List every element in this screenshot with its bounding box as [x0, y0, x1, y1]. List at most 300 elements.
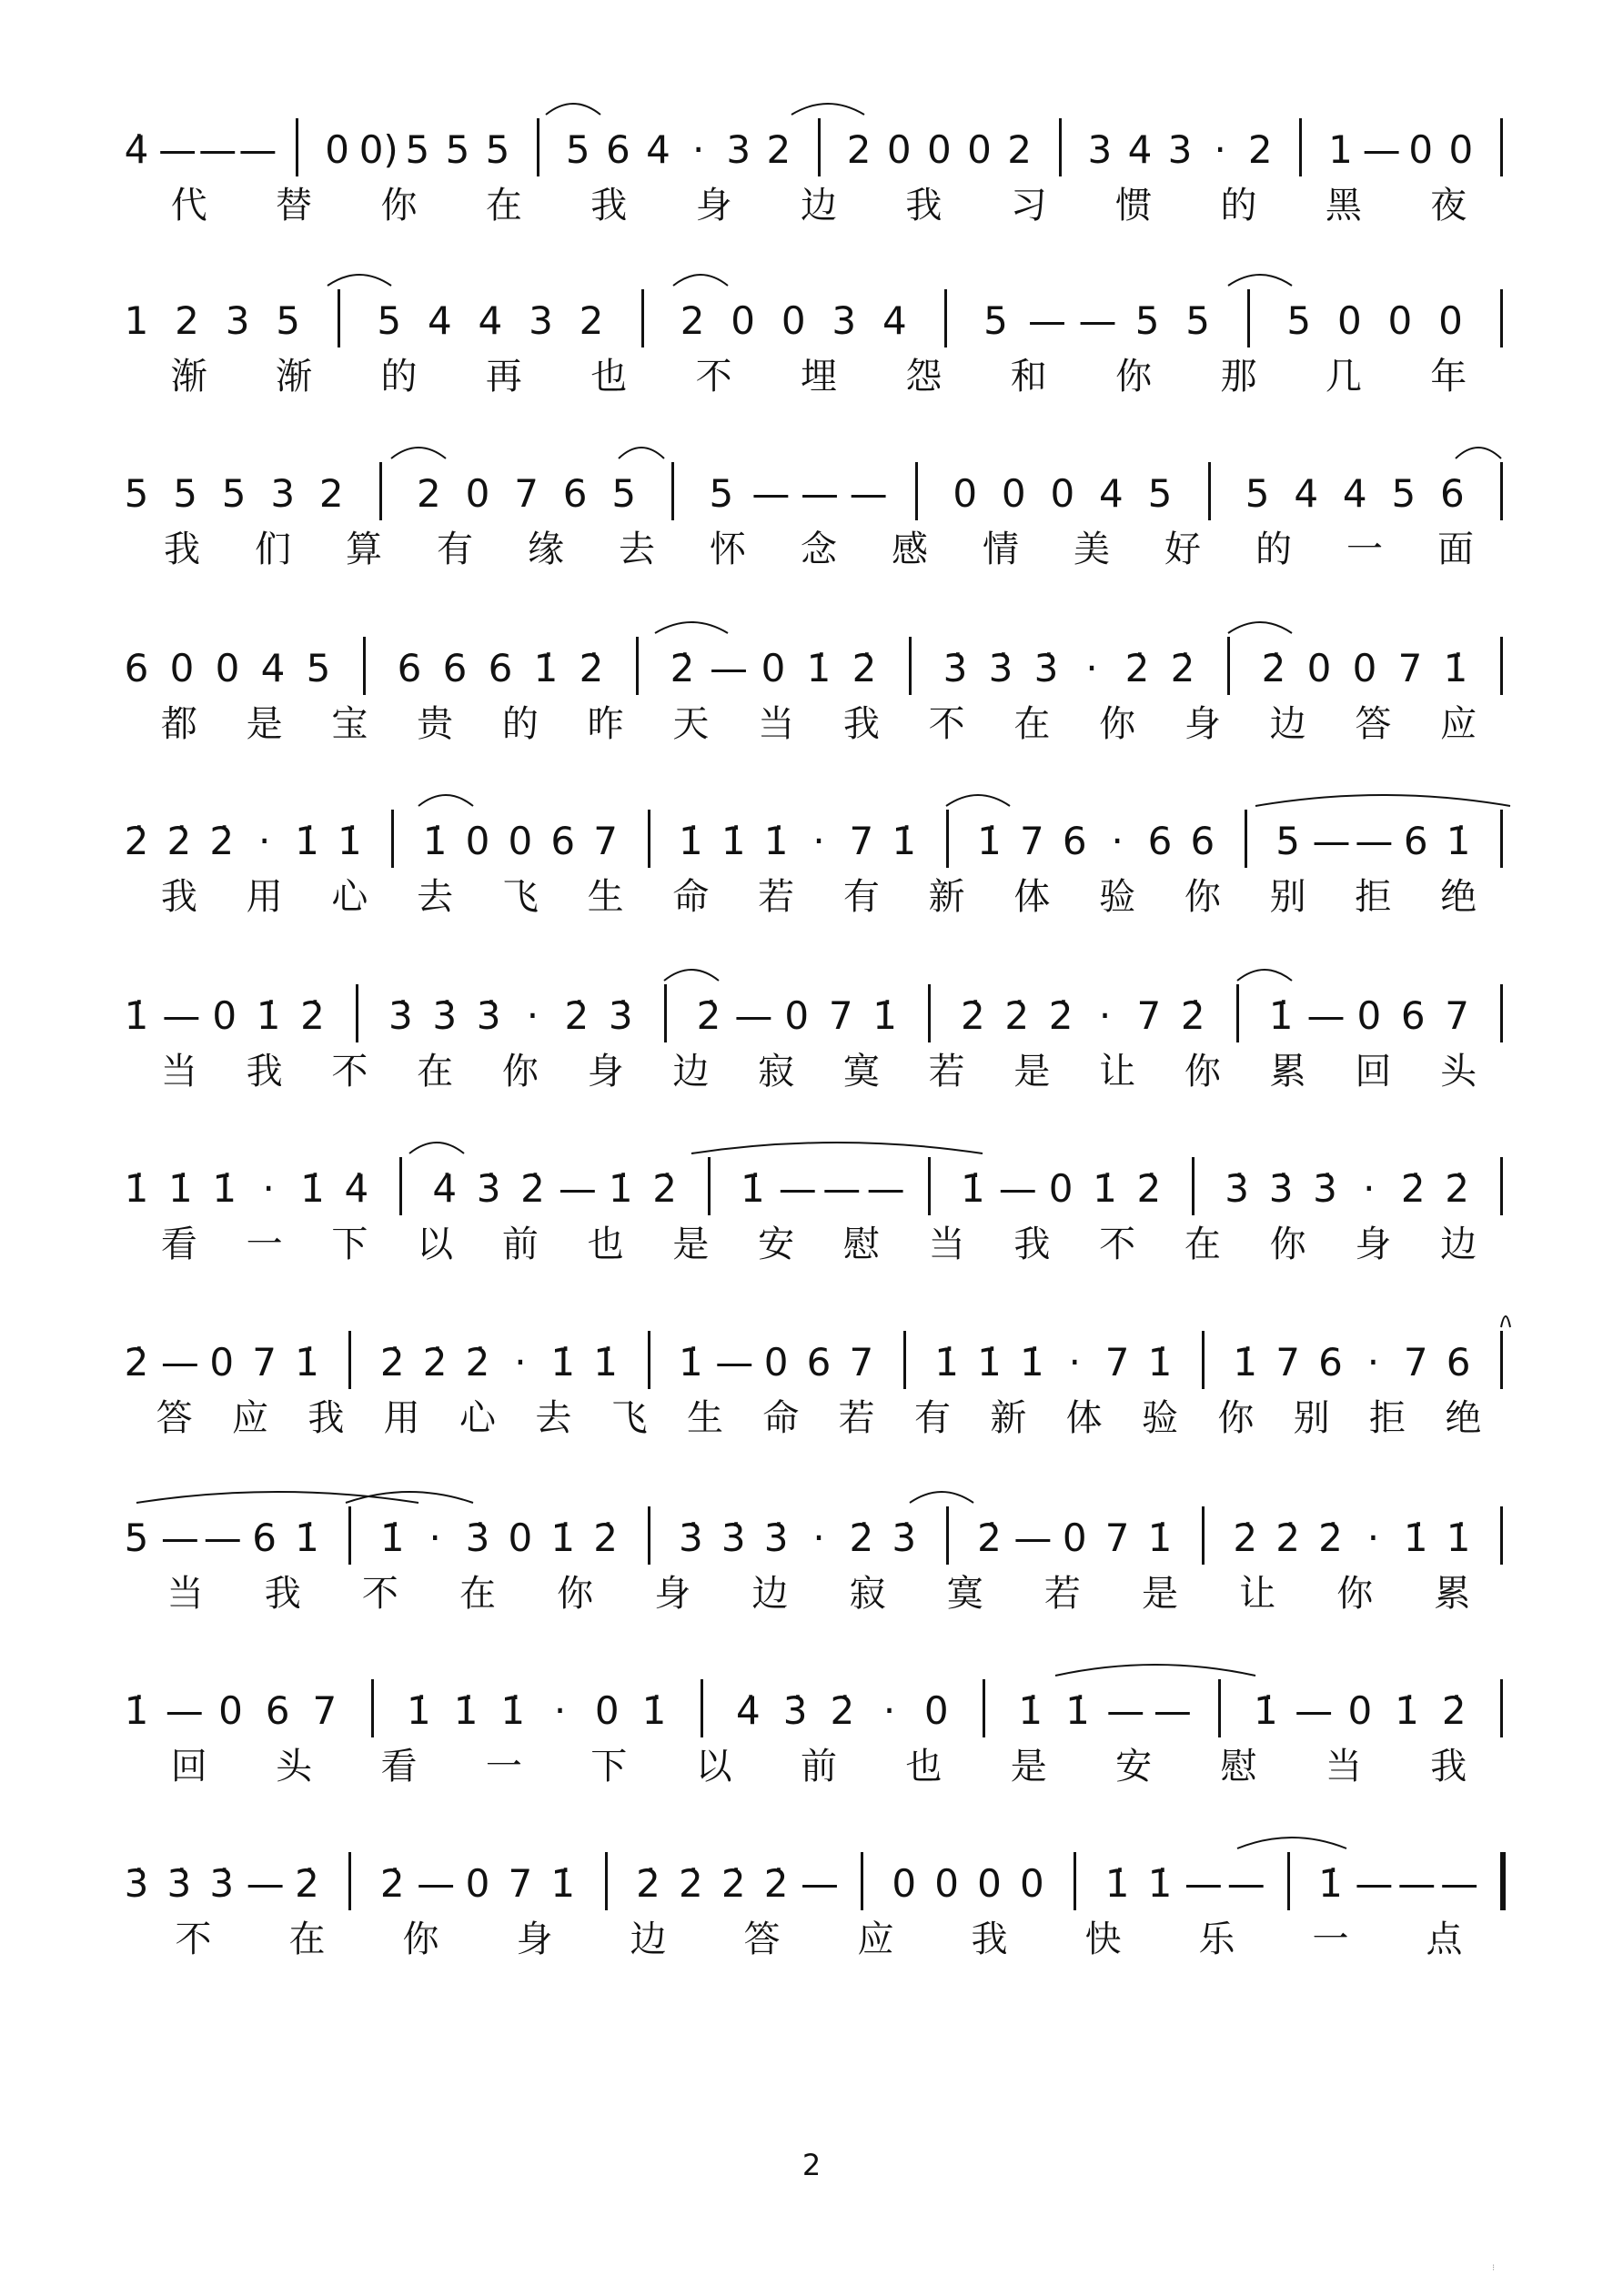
dash-extension: — — [715, 1340, 754, 1385]
note: 4 — [882, 298, 907, 343]
lyric-char: 你 — [1269, 1224, 1306, 1265]
note: 7 — [593, 819, 618, 863]
lyric-char: 身 — [1184, 703, 1221, 745]
note: 3̇ — [476, 1166, 501, 1211]
lyric-char: 不 — [331, 1051, 368, 1093]
augmentation-dot: · — [882, 1688, 896, 1733]
lyric-line — [0, 351, 1623, 406]
barline — [648, 810, 650, 868]
note: 0 — [953, 471, 978, 516]
note: 3̇ — [1268, 1166, 1294, 1211]
notation-line — [0, 289, 1623, 353]
augmentation-dot: · — [553, 1688, 567, 1733]
lyric-char: 边 — [1269, 703, 1306, 745]
note: 7 — [514, 471, 539, 516]
note: 6 — [1446, 1340, 1471, 1385]
note: 3̇ — [721, 1516, 746, 1560]
note: 3 — [832, 298, 857, 343]
note: 7 — [1104, 1516, 1130, 1560]
note: 1̇ — [1268, 993, 1294, 1038]
note: 5 — [1185, 298, 1211, 343]
notation-line — [0, 1679, 1623, 1743]
note: 3̇ — [608, 993, 633, 1038]
notation-line — [0, 1852, 1623, 1916]
dash-extension: — — [246, 1861, 285, 1906]
dash-extension: — — [1153, 1688, 1192, 1733]
barline — [1500, 1331, 1503, 1389]
note: 2̇ — [1261, 646, 1286, 690]
note: 1̇ — [422, 819, 448, 863]
note: 1̇ — [934, 1340, 959, 1385]
barline — [1192, 1157, 1195, 1215]
augmentation-dot: · — [1214, 127, 1226, 172]
note: 2̇ — [465, 1340, 490, 1385]
augmentation-dot: · — [257, 819, 271, 863]
lyric-char: 若 — [1043, 1573, 1081, 1615]
note: 7 — [1020, 819, 1044, 863]
lyric-char: 生 — [587, 876, 624, 918]
note: 1̇ — [1395, 1688, 1419, 1733]
lyric-char: 飞 — [501, 876, 539, 918]
barline — [944, 289, 947, 347]
lyric-char: 我 — [1013, 1224, 1051, 1265]
lyric-char: 美 — [1074, 529, 1110, 570]
lyric-char: 答 — [743, 1918, 781, 1960]
note: 5 — [1391, 471, 1416, 516]
note: 0 — [784, 993, 810, 1038]
dash-extension: — — [801, 1861, 839, 1906]
lyric-char: 若 — [838, 1397, 875, 1439]
note: 2̇ — [1180, 993, 1205, 1038]
note: 6 — [252, 1516, 277, 1560]
barline — [1500, 289, 1503, 347]
note: 3̇ — [892, 1516, 917, 1560]
note: 0 — [731, 298, 756, 343]
note: 3 — [1167, 127, 1193, 172]
note: 3 — [270, 471, 296, 516]
lyric-char: 你 — [1184, 876, 1221, 918]
dash-extension: — — [1226, 1861, 1265, 1906]
note: 3̇ — [679, 1516, 703, 1560]
augmentation-dot: · — [1366, 1340, 1380, 1385]
note: 7 — [1445, 993, 1469, 1038]
note: 3 — [1087, 127, 1113, 172]
note: 1̇ — [1403, 1516, 1428, 1560]
note: 5 — [1147, 471, 1173, 516]
dash-extension: — — [417, 1861, 456, 1906]
lyric-char: 黑 — [1325, 185, 1362, 227]
lyric-char: 生 — [687, 1397, 723, 1439]
note: 5 — [405, 127, 430, 172]
note: 4̇ — [432, 1166, 458, 1211]
lyric-char: 安 — [1115, 1746, 1153, 1787]
barline — [1500, 810, 1503, 868]
barline — [1500, 1157, 1503, 1215]
lyric-char: 身 — [587, 1051, 624, 1093]
dash-extension: — — [734, 993, 773, 1038]
note: 7 — [1136, 993, 1162, 1038]
lyric-char: 也 — [587, 1224, 624, 1265]
note: 0 — [926, 127, 952, 172]
note: 7 — [828, 993, 853, 1038]
barline — [1227, 637, 1230, 695]
note: 1̇ — [977, 1340, 1002, 1385]
lyric-line — [0, 1046, 1623, 1101]
barline — [946, 810, 949, 868]
note: 1 — [124, 298, 149, 343]
lyric-char: 我 — [164, 529, 200, 570]
note: 5 — [1245, 471, 1270, 516]
barline — [338, 289, 340, 347]
dash-extension: — — [710, 646, 748, 690]
lyric-char: 快 — [1084, 1918, 1122, 1960]
note: 2̇ — [1400, 1166, 1426, 1211]
dash-extension: — — [1295, 1688, 1334, 1733]
note: 2̇ — [830, 1688, 855, 1733]
lyric-char: 我 — [1430, 1746, 1467, 1787]
lyric-char: 当 — [160, 1051, 197, 1093]
dash-extension: — — [238, 127, 277, 172]
note: 6 — [1062, 819, 1087, 863]
note: 1̇ — [295, 1516, 319, 1560]
lyric-char: 情 — [983, 529, 1019, 570]
augmentation-dot: · — [514, 1340, 527, 1385]
barline — [1500, 637, 1503, 695]
lyric-char: 你 — [1217, 1397, 1255, 1439]
lyric-char: 你 — [402, 1918, 439, 1960]
dash-extension: — — [1355, 819, 1394, 863]
lyric-char: 的 — [1255, 529, 1292, 570]
note: 3 — [726, 127, 751, 172]
lyric-char: 渐 — [170, 356, 207, 398]
lyric-char: 在 — [288, 1918, 326, 1960]
note: 6 — [1318, 1340, 1343, 1385]
lyric-char: 好 — [1164, 529, 1201, 570]
barline — [1059, 118, 1062, 176]
dash-extension: — — [998, 1166, 1037, 1211]
barline — [983, 1679, 985, 1737]
note: 2̇ — [295, 1861, 319, 1906]
barline — [1247, 289, 1250, 347]
note: 0 — [1352, 646, 1377, 690]
note: 3̇ — [763, 1516, 789, 1560]
lyric-char: 飞 — [610, 1397, 648, 1439]
lyric-char: 和 — [1010, 356, 1047, 398]
lyric-char: 慰 — [1220, 1746, 1257, 1787]
lyric-char: 我 — [307, 1397, 345, 1439]
lyric-char: 夜 — [1430, 185, 1467, 227]
lyric-char: 不 — [1099, 1224, 1136, 1265]
note: 2̇ — [1275, 1516, 1300, 1560]
dash-extension: — — [162, 993, 201, 1038]
note: 2̇ — [300, 993, 325, 1038]
lyric-char: 当 — [166, 1573, 204, 1615]
lyric-char: 当 — [1325, 1746, 1362, 1787]
note: 7 — [1104, 1340, 1130, 1385]
note: 1̇ — [1147, 1516, 1173, 1560]
note: 4 — [1099, 471, 1124, 516]
note: 2̇ — [849, 1516, 874, 1560]
lyric-char: 安 — [758, 1224, 795, 1265]
note: 6 — [488, 646, 513, 690]
barline — [903, 1331, 906, 1389]
lyric-char: 是 — [1010, 1746, 1047, 1787]
lyric-char: 别 — [1269, 876, 1306, 918]
note: 3̇ — [124, 1861, 149, 1906]
dash-extension: — — [1078, 298, 1117, 343]
note: 7 — [252, 1340, 277, 1385]
dash-extension: — — [1312, 819, 1351, 863]
lyric-char: 宝 — [331, 703, 368, 745]
note: 5 — [565, 127, 590, 172]
note: 3 — [529, 298, 553, 343]
lyric-char: 寞 — [842, 1051, 880, 1093]
note: 4 — [646, 127, 670, 172]
note: 0 — [1448, 127, 1474, 172]
lyric-char: 几 — [1325, 356, 1362, 398]
lyric-char: 下 — [590, 1746, 628, 1787]
lyric-line — [0, 1914, 1623, 1969]
note: 5 — [1286, 298, 1312, 343]
note: 1̇ — [338, 819, 362, 863]
note: 6 — [1440, 471, 1465, 516]
lyric-char: 乐 — [1198, 1918, 1235, 1960]
lyric-char: 不 — [928, 703, 965, 745]
lyric-char: 一 — [1312, 1918, 1349, 1960]
lyric-char: 用 — [383, 1397, 420, 1439]
note: 2̇ — [124, 819, 149, 863]
barline — [708, 1157, 711, 1215]
lyric-char: 身 — [516, 1918, 553, 1960]
lyric-char: 心 — [459, 1397, 496, 1439]
barline — [1500, 1679, 1503, 1737]
barline — [363, 637, 366, 695]
lyric-char: 绝 — [1445, 1397, 1482, 1439]
lyric-char: 前 — [801, 1746, 837, 1787]
note: 6 — [1147, 819, 1173, 863]
dash-extension: — — [203, 1516, 242, 1560]
lyric-char: 我 — [160, 876, 197, 918]
note: 1̇ — [641, 1688, 667, 1733]
note: 6 — [124, 646, 149, 690]
lyric-char: 也 — [905, 1746, 943, 1787]
lyric-char: 惯 — [1115, 185, 1153, 227]
lyric-char: 你 — [1115, 356, 1153, 398]
dash-extension: — — [198, 127, 237, 172]
lyric-line — [0, 871, 1623, 926]
note: 4̇ — [124, 127, 149, 172]
barline — [909, 637, 912, 695]
note: 7 — [1275, 1340, 1300, 1385]
note: 0 — [508, 1516, 533, 1560]
note: 2̇ — [1318, 1516, 1343, 1560]
lyric-char: 以 — [695, 1746, 732, 1787]
barline — [1500, 118, 1503, 176]
barline — [671, 462, 674, 520]
lyric-line — [0, 1393, 1623, 1447]
final-barline — [1500, 1852, 1506, 1910]
notation-line — [0, 984, 1623, 1048]
note: 4 — [260, 646, 286, 690]
note: 7 — [1397, 646, 1423, 690]
lyric-char: 去 — [619, 529, 655, 570]
lyric-char: 验 — [1142, 1397, 1178, 1439]
lyric-char: 不 — [361, 1573, 398, 1615]
note: 1̇ — [1446, 1516, 1471, 1560]
lyric-char: 不 — [175, 1918, 212, 1960]
lyric-char: 怨 — [905, 356, 943, 398]
note: 2 — [1007, 127, 1032, 172]
note: 2̇ — [1136, 1166, 1162, 1211]
lyric-char: 有 — [914, 1397, 951, 1439]
note: 2 — [175, 298, 199, 343]
note: 1̇ — [741, 1166, 765, 1211]
note: 3̇ — [388, 993, 413, 1038]
lyric-char: 有 — [437, 529, 473, 570]
dash-extension: — — [160, 1516, 199, 1560]
barline — [636, 637, 639, 695]
note: 0 — [934, 1861, 959, 1906]
note: 2̇ — [579, 646, 604, 690]
note: 2 — [579, 298, 604, 343]
barline — [1500, 462, 1503, 520]
corner-scan-mark: ⁝ — [1492, 2263, 1496, 2273]
note: 0 — [1438, 298, 1463, 343]
note: 3̇ — [782, 1688, 808, 1733]
barline — [1500, 984, 1503, 1042]
note: 2̇ — [209, 819, 235, 863]
note: 1̇ — [1443, 646, 1468, 690]
lyric-char: 渐 — [276, 356, 313, 398]
lyric-char: 身 — [1355, 1224, 1392, 1265]
note: 5 — [173, 471, 197, 516]
lyric-char: 埋 — [801, 356, 837, 398]
note: 1̇ — [679, 1340, 703, 1385]
lyric-char: 前 — [501, 1224, 539, 1265]
lyric-line — [0, 524, 1623, 579]
notation-line — [0, 1157, 1623, 1221]
note: 2̇ — [696, 993, 721, 1038]
note: 0 — [886, 127, 912, 172]
lyric-char: 在 — [485, 185, 522, 227]
note: 2̇ — [564, 993, 590, 1038]
note: 0 — [325, 127, 349, 172]
augmentation-dot: · — [812, 1516, 825, 1560]
lyric-char: 若 — [758, 876, 795, 918]
note: 3̇ — [465, 1516, 490, 1560]
note: 0 — [218, 1688, 243, 1733]
barline — [391, 810, 394, 868]
note: 6 — [562, 471, 588, 516]
note: 0 — [781, 298, 806, 343]
dash-extension: — — [1362, 127, 1401, 172]
lyric-char: 新 — [928, 876, 965, 918]
note: 4 — [427, 298, 452, 343]
lyric-char: 拒 — [1355, 876, 1392, 918]
lyric-char: 答 — [1355, 703, 1392, 745]
lyric-char: 我 — [971, 1918, 1008, 1960]
lyric-char: 累 — [1269, 1051, 1306, 1093]
lyric-char: 头 — [276, 1746, 313, 1787]
note: 0 — [1408, 127, 1434, 172]
notation-line — [0, 637, 1623, 700]
note: 2̇ — [721, 1861, 746, 1906]
dash-extension: — — [160, 1340, 199, 1385]
dash-extension: — — [1397, 1861, 1437, 1906]
note: 4 — [478, 298, 503, 343]
lyric-char: 慰 — [842, 1224, 880, 1265]
dash-extension: — — [822, 1166, 862, 1211]
note: 2 — [417, 471, 441, 516]
dash-extension: — — [1184, 1861, 1223, 1906]
lyric-char: 别 — [1293, 1397, 1330, 1439]
lyric-char: 点 — [1426, 1918, 1463, 1960]
note: 4̇ — [344, 1166, 369, 1211]
lyric-line — [0, 1219, 1623, 1274]
note: 5 — [445, 127, 470, 172]
lyric-char: 你 — [557, 1573, 594, 1615]
note: 1̇ — [300, 1166, 325, 1211]
note: 1̇ — [1147, 1340, 1173, 1385]
note: 3̇ — [1033, 646, 1059, 690]
note: 2̇ — [422, 1340, 448, 1385]
lyric-char: 是 — [672, 1224, 710, 1265]
barline — [915, 462, 918, 520]
lyric-char: 边 — [751, 1573, 789, 1615]
lyric-char: 命 — [672, 876, 710, 918]
lyric-char: 体 — [1013, 876, 1051, 918]
notation-line — [0, 1331, 1623, 1395]
note: 1̇ — [168, 1166, 193, 1211]
note: 2̇ — [1124, 646, 1150, 690]
lyric-char: 是 — [1013, 1051, 1051, 1093]
lyric-char: 若 — [928, 1051, 965, 1093]
lyric-char: 在 — [1013, 703, 1051, 745]
barline — [664, 984, 667, 1042]
note: 1̇ — [212, 1166, 237, 1211]
lyric-char: 再 — [485, 356, 522, 398]
note: 1̇ — [379, 1516, 405, 1560]
note: 2̇ — [636, 1861, 660, 1906]
note: 4 — [1342, 471, 1367, 516]
note: 5 — [377, 298, 402, 343]
note: 0 — [215, 646, 240, 690]
note: 2̇ — [1233, 1516, 1258, 1560]
note: 1̇ — [453, 1688, 479, 1733]
barline — [928, 1157, 931, 1215]
note: 6 — [1400, 993, 1426, 1038]
barline — [1245, 810, 1247, 868]
note: 5 — [983, 298, 1008, 343]
note: 1̇ — [1065, 1688, 1090, 1733]
lyric-char: 下 — [331, 1224, 368, 1265]
note: 0 — [1050, 471, 1075, 516]
note: 3̇ — [432, 993, 458, 1038]
note: 6 — [265, 1688, 290, 1733]
note: 3̇ — [943, 646, 968, 690]
lyric-char: 昨 — [587, 703, 624, 745]
note: 7 — [849, 819, 874, 863]
note: 1̇ — [550, 1861, 576, 1906]
note: 2̇ — [1004, 993, 1030, 1038]
lyric-char: 的 — [1220, 185, 1257, 227]
barline — [1202, 1506, 1205, 1565]
note: 2̇ — [960, 993, 985, 1038]
note: 0 — [209, 1340, 235, 1385]
lyric-char: 回 — [1355, 1051, 1392, 1093]
augmentation-dot: · — [812, 819, 825, 863]
note: 0 — [761, 646, 786, 690]
